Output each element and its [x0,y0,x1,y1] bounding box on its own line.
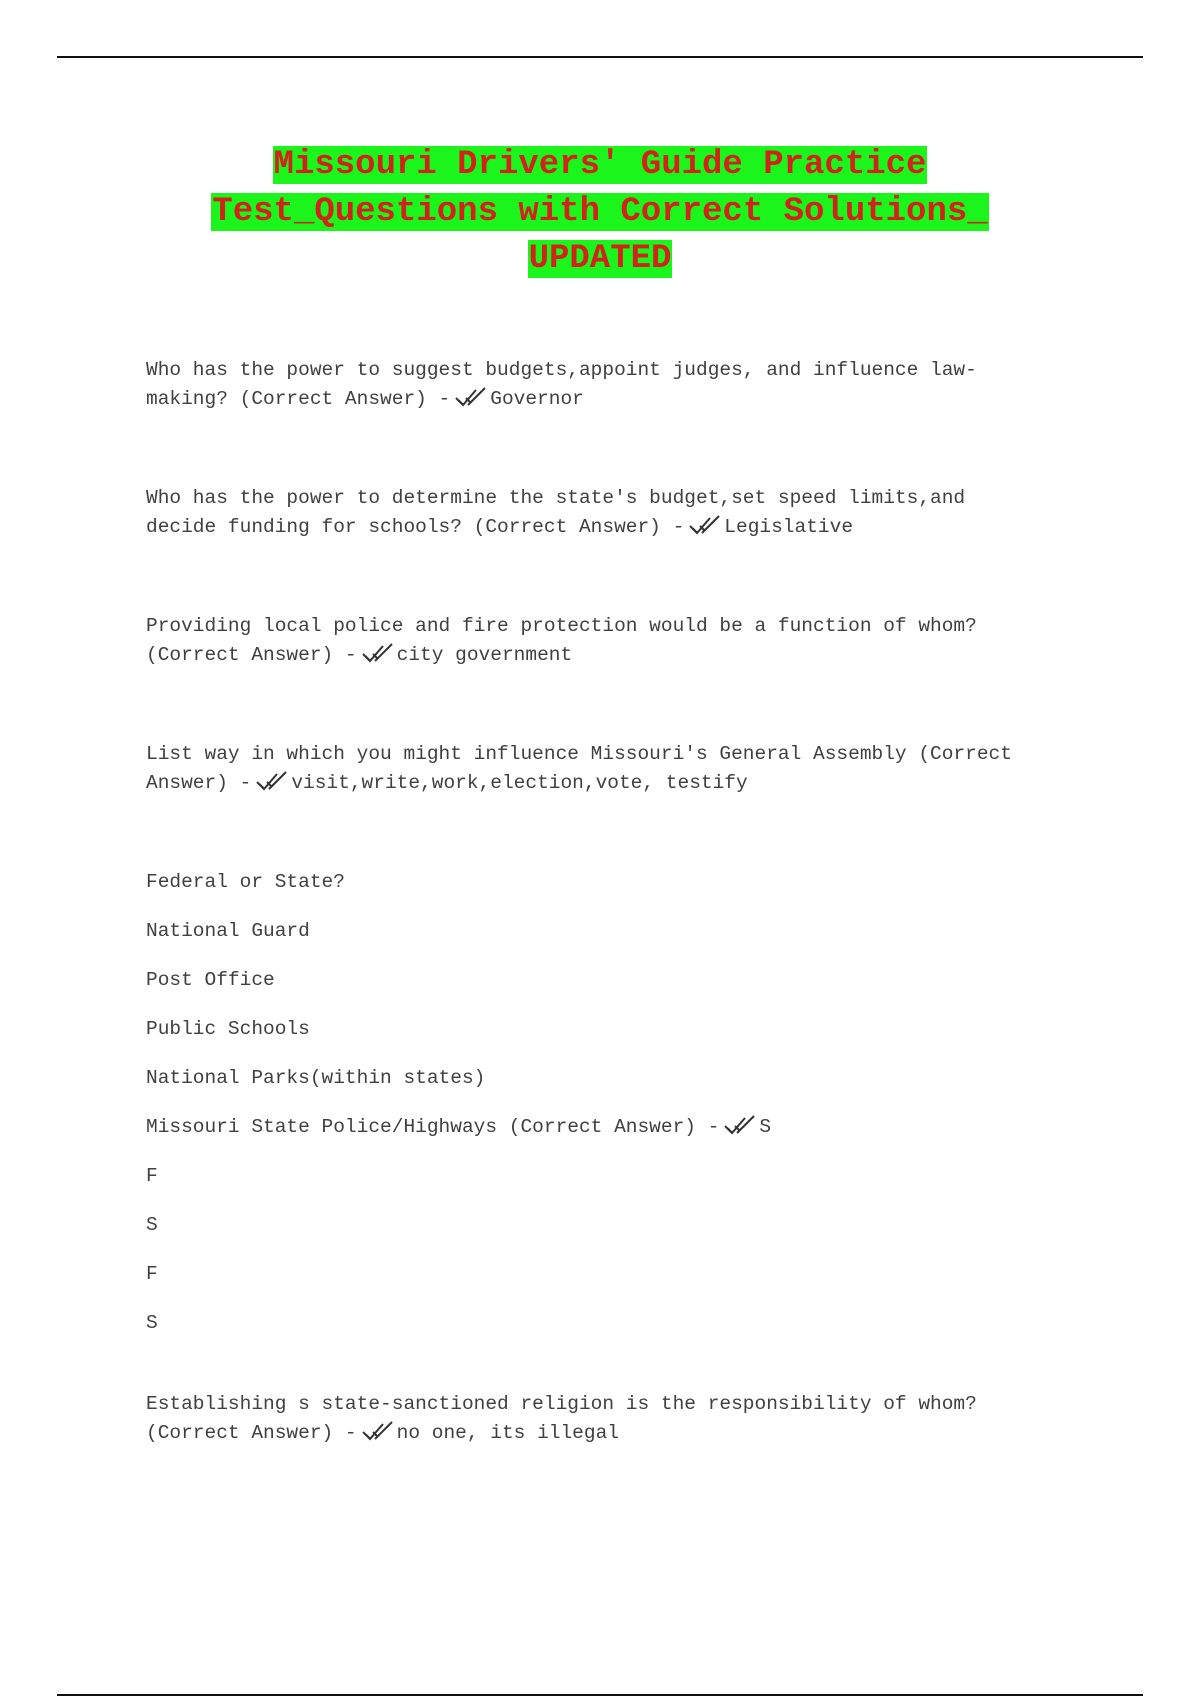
qa-item [146,356,1046,414]
list-item-with-answer [146,1113,1046,1142]
answer-text: visit,write,work,election,vote, testify [291,772,748,794]
document-body [146,356,1046,1448]
qa-item [146,484,1046,542]
qa-item [146,612,1046,670]
answer-item: S [146,1214,158,1236]
question-text: Establishing s state-sanctioned religion is the responsibility of whom? (Correct Answer) - [146,1393,977,1444]
document-title [150,142,1050,283]
federal-or-state-block [146,868,1046,1338]
answer-text: S [759,1116,772,1138]
answer-item: F [146,1165,158,1187]
answer-text: Governor [490,388,584,410]
list-item: National Parks(within states) [146,1067,486,1089]
double-check-icon [361,1421,395,1441]
question-text: Who has the power to suggest budgets,appoint judges, and influence law-making? (Correct Answer) - [146,359,977,410]
answer-item: F [146,1263,158,1285]
top-rule [57,56,1143,58]
question-text: Providing local police and fire protection would be a function of whom? (Correct Answer) - [146,615,977,666]
answer-item: S [146,1312,158,1334]
list-item: National Guard [146,920,310,942]
question-text: Who has the power to determine the state's budget,set speed limits,and decide funding for schools? (Correct Answer) - [146,487,966,538]
answer-text: city government [396,644,573,666]
title-line-3: UPDATED [528,240,672,278]
double-check-icon [688,515,722,535]
question-text: List way in which you might influence Missouri's General Assembly (Correct Answer) - [146,743,1012,794]
bottom-rule [57,1694,1143,1696]
qa-item [146,1390,1046,1448]
qa-item [146,740,1046,798]
double-check-icon [255,771,289,791]
double-check-icon [723,1115,757,1135]
title-line-2: Test_Questions with Correct Solutions_ [212,193,988,231]
title-line-1: Missouri Drivers' Guide Practice [273,146,927,184]
list-item: Post Office [146,969,275,991]
double-check-icon [361,643,395,663]
federal-state-heading: Federal or State? [146,871,345,893]
question-text: Missouri State Police/Highways (Correct Answer) - [146,1116,720,1138]
list-item: Public Schools [146,1018,310,1040]
answer-text: no one, its illegal [396,1422,619,1444]
answer-text: Legislative [724,516,854,538]
double-check-icon [454,387,488,407]
